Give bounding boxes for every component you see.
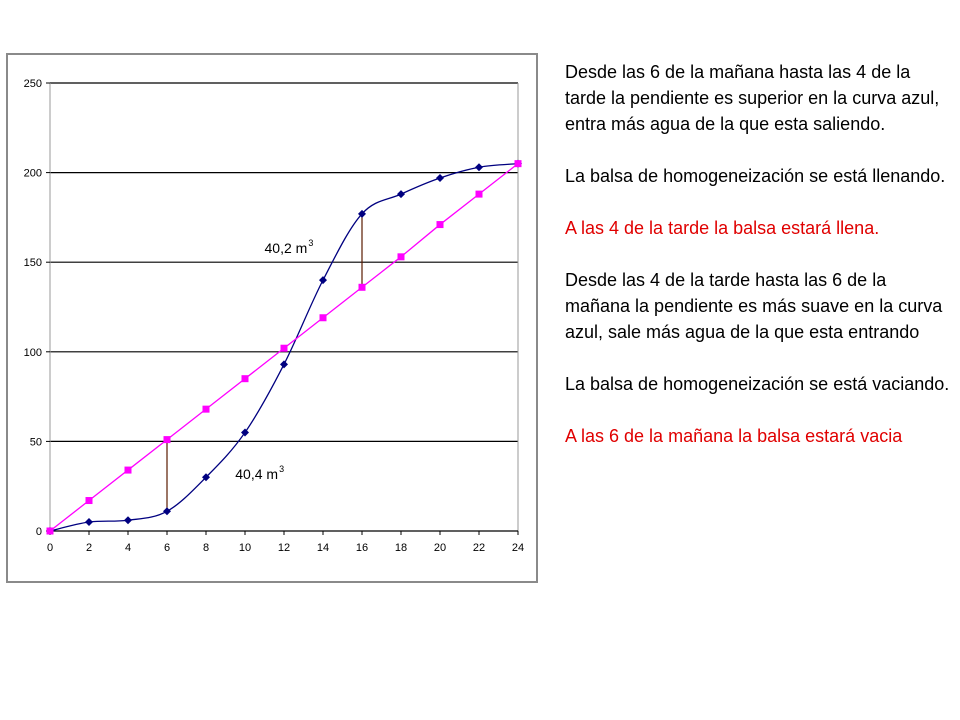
series-0-point-10 — [436, 174, 444, 182]
chart — [8, 55, 536, 581]
y-tick-label-0: 0 — [35, 526, 42, 538]
x-tick-label-1: 2 — [85, 542, 93, 554]
y-tick-label-3: 150 — [23, 257, 42, 270]
series-1-point-2 — [125, 467, 132, 474]
series-1-point-11 — [476, 191, 483, 198]
annotation-0: 40,2 m — [264, 240, 308, 257]
series-0-point-6 — [280, 360, 288, 368]
series-0-point-9 — [397, 190, 405, 198]
side-text-panel — [565, 59, 955, 475]
x-tick-label-4: 8 — [202, 542, 210, 554]
paragraph-emptying-explanation: Desde las 4 de la tarde hasta las 6 de la mañana la pendiente es más suave en la curva azul, sale más agua de la que esta entrando — [565, 270, 943, 342]
series-0-point-1 — [85, 518, 93, 526]
y-tick-label-2: 100 — [23, 346, 42, 359]
series-1-point-1 — [86, 497, 93, 504]
x-tick-label-7: 14 — [316, 542, 330, 554]
x-tick-label-5: 10 — [238, 542, 252, 554]
x-tick-label-6: 12 — [277, 542, 291, 554]
series-0-point-2 — [124, 516, 132, 524]
paragraph-empty-time: A las 6 de la mañana la balsa estará vacia — [565, 426, 903, 446]
series-1-point-0 — [47, 528, 54, 535]
series-1-point-8 — [359, 284, 366, 291]
x-tick-label-9: 18 — [394, 542, 408, 554]
series-1-point-4 — [203, 406, 210, 413]
series-1-point-5 — [242, 375, 249, 382]
annotation-1: 40,4 m — [235, 466, 279, 483]
x-tick-label-3: 6 — [163, 542, 171, 554]
series-1-point-3 — [164, 436, 171, 443]
paragraph-full-time: A las 4 de la tarde la balsa estará llena. — [565, 218, 880, 238]
y-tick-label-1: 50 — [29, 436, 42, 449]
y-tick-label-4: 200 — [23, 167, 42, 180]
chart-frame — [6, 53, 538, 583]
series-1-point-10 — [437, 221, 444, 228]
x-tick-label-2: 4 — [124, 542, 132, 554]
paragraph-emptying-state: La balsa de homogeneización se está vaciando. — [565, 374, 950, 394]
series-0-point-7 — [319, 276, 327, 284]
x-tick-label-12: 24 — [511, 542, 525, 554]
x-tick-label-8: 16 — [355, 542, 369, 554]
series-0-point-3 — [163, 507, 171, 515]
series-1-point-12 — [515, 160, 522, 167]
x-tick-label-0: 0 — [46, 542, 54, 554]
paragraph-filling-state: La balsa de homogeneización se está llenando. — [565, 166, 946, 186]
series-1-point-6 — [281, 345, 288, 352]
series-0-point-5 — [241, 428, 249, 436]
series-1-point-7 — [320, 314, 327, 321]
x-tick-label-10: 20 — [433, 542, 447, 554]
y-tick-label-5: 250 — [23, 78, 42, 90]
series-0-point-11 — [475, 163, 483, 171]
annotation-0-superscript: 3 — [308, 238, 314, 249]
series-1-point-9 — [398, 253, 405, 260]
paragraph-filling-explanation: Desde las 6 de la mañana hasta las 4 de la tarde la pendiente es superior en la curva azul, entra más agua de la que esta saliendo. — [565, 62, 940, 134]
annotation-1-superscript: 3 — [279, 464, 285, 475]
x-tick-label-11: 22 — [472, 542, 486, 554]
